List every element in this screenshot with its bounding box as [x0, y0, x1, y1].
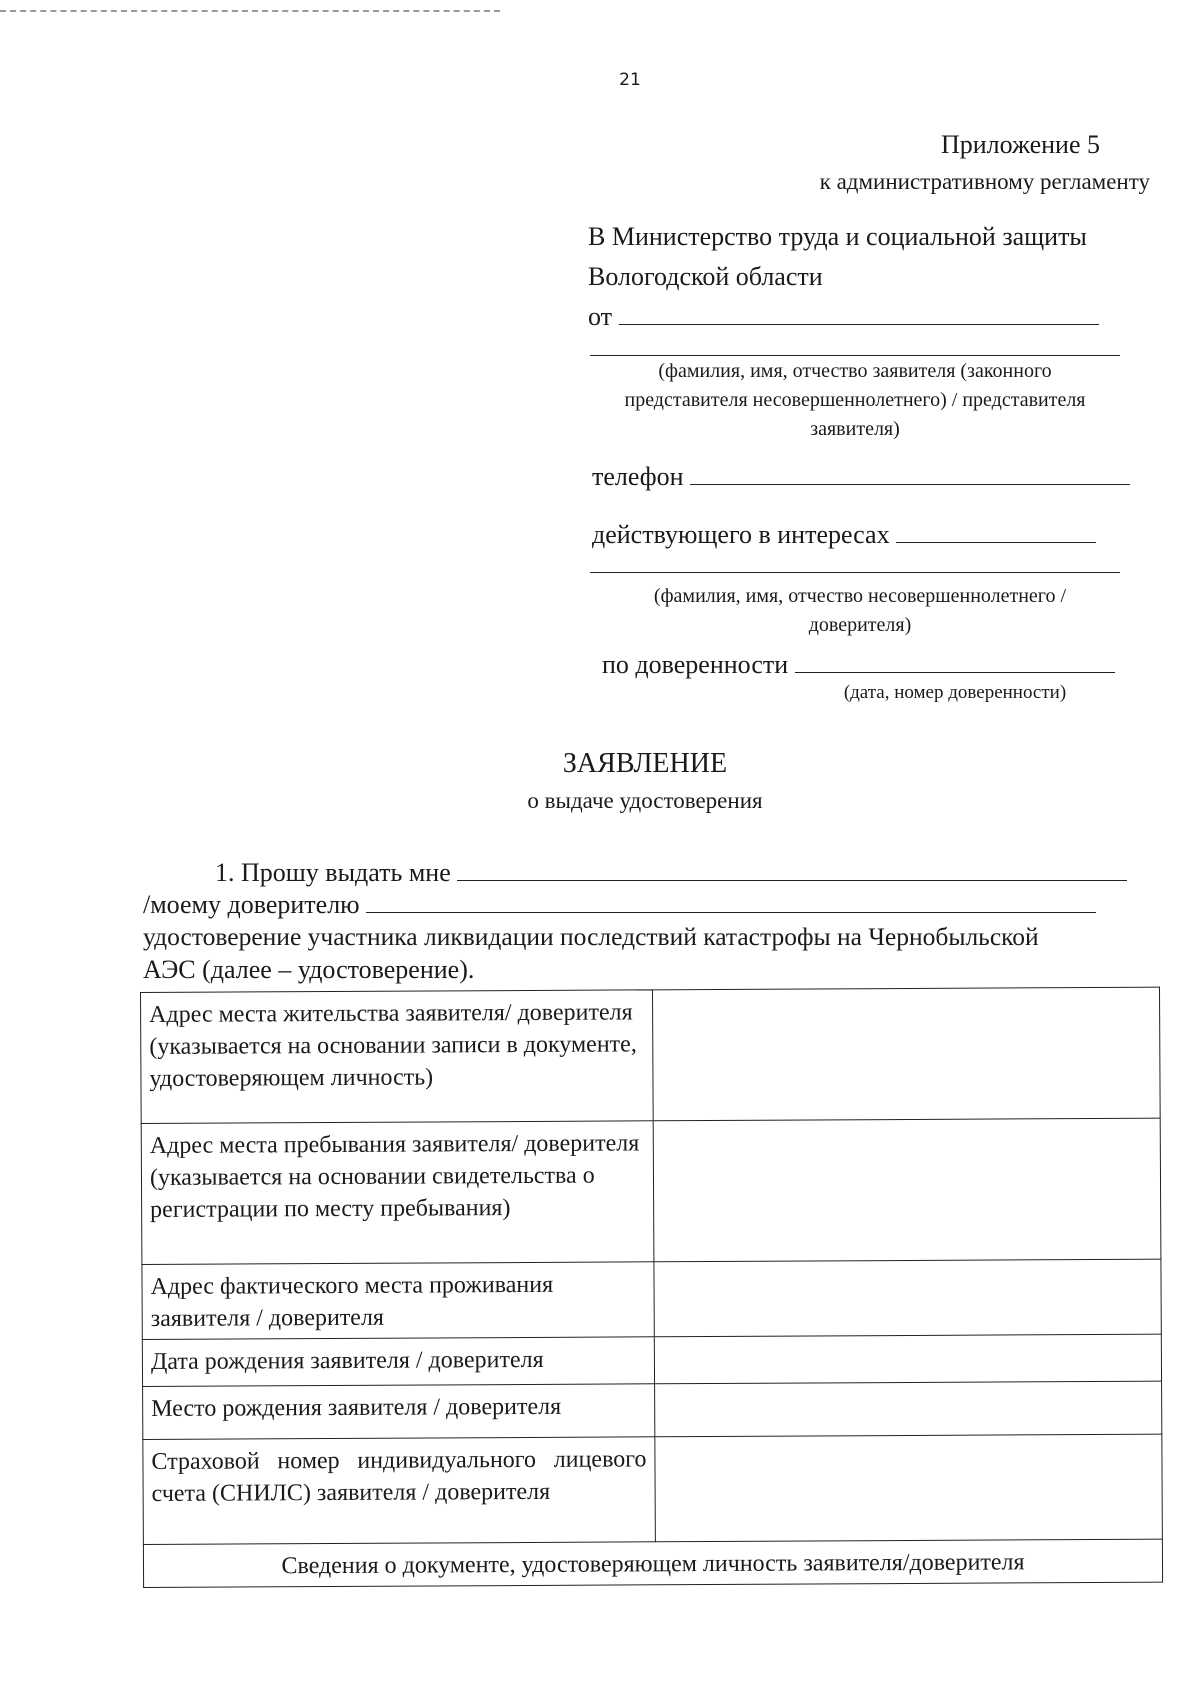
request-line-4: АЭС (далее – удостоверение).: [143, 955, 475, 984]
poa-field[interactable]: [795, 672, 1115, 673]
acting-row: [592, 520, 1096, 550]
table-row-value[interactable]: [654, 1259, 1161, 1337]
document-title: ЗАЯВЛЕНИЕ: [562, 748, 728, 779]
page-number: 21: [619, 70, 641, 90]
scan-edge-artifact: [0, 10, 500, 12]
table-row-value[interactable]: [655, 1381, 1162, 1437]
table-row-label: Адрес места пребывания заявителя/ доверителя (указывается на основании свидетельства о регистрации по месту пребывания): [141, 1121, 654, 1265]
table-row-label: Адрес места жительства заявителя/ доверителя (указывается на основании записи в документе, удостоверяющем личность): [141, 990, 654, 1124]
table-row: [142, 1259, 1161, 1339]
addressee-line-1: В Министерство труда и социальной защиты: [588, 222, 1087, 251]
request-line-1: [215, 858, 1127, 888]
from-row: [588, 302, 1099, 332]
table-row-label: Страховой номер индивидуального лицевого счета (СНИЛС) заявителя / доверителя: [143, 1437, 656, 1545]
poa-label: по доверенности: [602, 650, 789, 679]
document-subtitle: о выдаче удостоверения: [527, 788, 763, 813]
acting-label: действующего в интересах: [592, 520, 890, 549]
principal-hint: (фамилия, имя, отчество несовершеннолетнего / доверителя): [653, 585, 1067, 636]
phone-field[interactable]: [690, 484, 1130, 485]
phone-label: телефон: [592, 462, 684, 491]
request-start: 1. Прошу выдать мне: [215, 858, 451, 887]
table-row: [141, 1118, 1161, 1264]
applicant-name-field[interactable]: [619, 324, 1099, 325]
applicant-hint: (фамилия, имя, отчество заявителя (законного представителя несовершеннолетнего) / представителя заявителя): [624, 360, 1086, 440]
principal-name-field[interactable]: [896, 542, 1096, 543]
addressee-line-2: Вологодской области: [588, 262, 823, 291]
request-name-field[interactable]: [457, 880, 1127, 881]
table-row: [141, 987, 1161, 1123]
table-row: [143, 1381, 1162, 1439]
table-row-value[interactable]: [654, 1334, 1161, 1384]
table-row-label: Место рождения заявителя / доверителя: [143, 1384, 655, 1440]
applicant-name-field-line-2[interactable]: [590, 355, 1120, 356]
poa-row: [602, 650, 1115, 680]
table-row-value[interactable]: [655, 1434, 1163, 1542]
table-row-value[interactable]: [653, 1118, 1161, 1262]
table-section-row: [143, 1539, 1162, 1587]
table-row-label: Дата рождения заявителя / доверителя: [142, 1337, 654, 1387]
table-row-value[interactable]: [652, 987, 1160, 1121]
appendix-title: Приложение 5: [940, 130, 1100, 159]
from-label: от: [588, 302, 613, 331]
appendix-subtitle: к административному регламенту: [819, 169, 1150, 194]
request-line-3: удостоверение участника ликвидации последствий катастрофы на Чернобыльской: [143, 922, 1039, 951]
request-principal-label: /моему доверителю: [143, 890, 360, 919]
request-line-2: [143, 890, 1096, 920]
table-row-label: Адрес фактического места проживания заявителя / доверителя: [142, 1262, 654, 1340]
table-section-header: Сведения о документе, удостоверяющем личность заявителя/доверителя: [143, 1539, 1162, 1587]
table-row: [142, 1334, 1161, 1386]
poa-hint: (дата, номер доверенности): [843, 682, 1067, 703]
applicant-info-table: [140, 987, 1163, 1588]
request-principal-field[interactable]: [366, 912, 1096, 913]
principal-name-field-line-2[interactable]: [590, 572, 1120, 573]
phone-row: [592, 462, 1130, 492]
table-row: [143, 1434, 1163, 1544]
